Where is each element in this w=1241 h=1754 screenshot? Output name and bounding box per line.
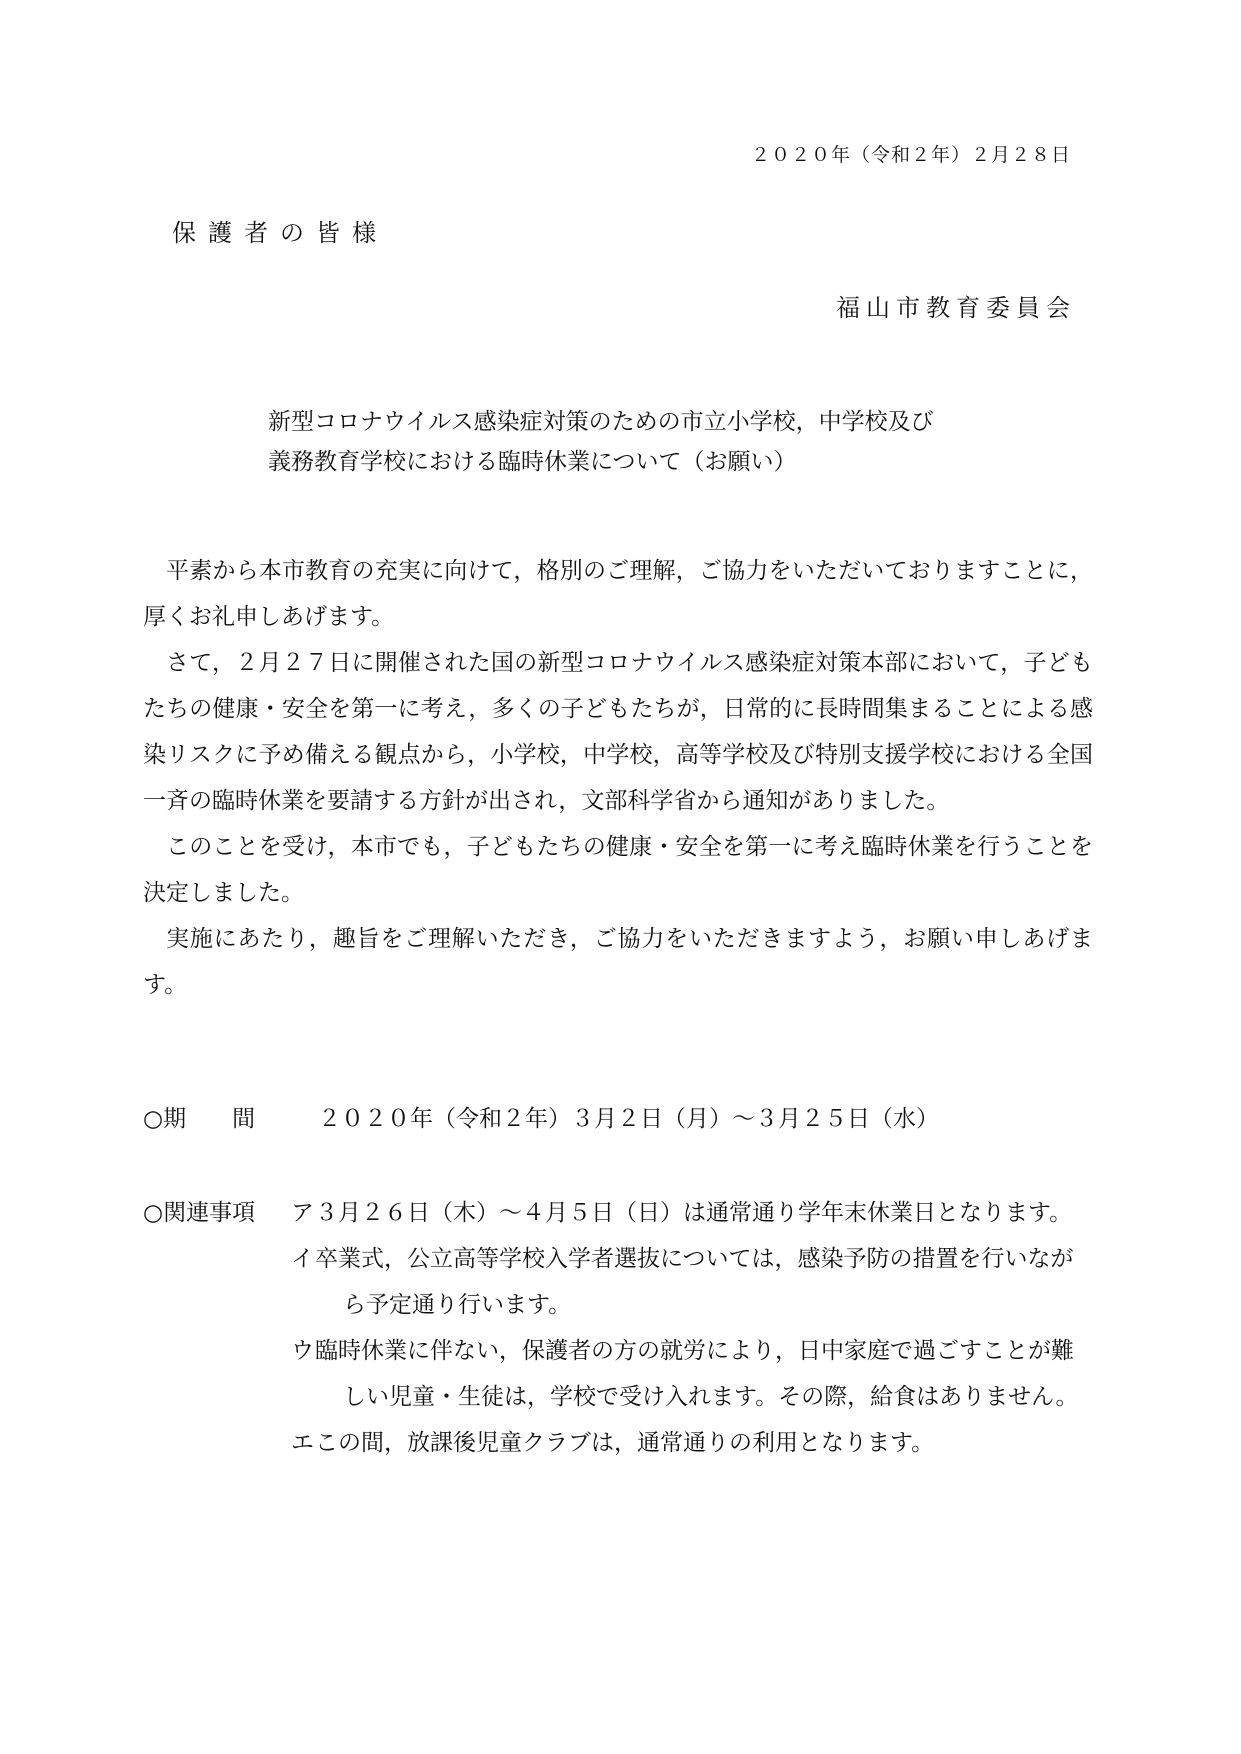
body-text [143, 548, 1093, 1008]
list-item [291, 1190, 1091, 1236]
paragraph-greeting: 平素から本市教育の充実に向けて，格別のご理解，ご協力をいただいておりますことに，厚くお礼申しあげます。 [143, 558, 1093, 630]
list-item [291, 1328, 1091, 1420]
paragraph-request: 実施にあたり，趣旨をご理解いただき，ご協力をいただきますよう，お願い申しあげます。 [143, 926, 1093, 998]
period-section [143, 1100, 939, 1133]
document-date: ２０２０年（令和２年）２月２８日 [750, 144, 1071, 166]
item-mark: ア [291, 1200, 314, 1226]
related-items [291, 1190, 1091, 1466]
addressee: 保護者の皆様 [172, 219, 388, 247]
title-line-2: 義務教育学校における臨時休業について（お願い） [268, 449, 797, 475]
sender: 福山市教育委員会 [836, 294, 1076, 322]
title-line-1: 新型コロナウイルス感染症対策のための市立小学校，中学校及び [268, 409, 934, 435]
list-item [291, 1236, 1091, 1328]
item-mark: エ [291, 1430, 314, 1456]
related-label: ○関連事項 [143, 1200, 256, 1226]
paragraph-background: さて，２月２７日に開催された国の新型コロナウイルス感染症対策本部において，子どもたちの健康・安全を第一に考え，多くの子どもたちが，日常的に長時間集まることによる感染リスクに予め備える観点から，小学校，中学校，高等学校及び特別支援学校における全国一斉の臨時休業を要請する方針が出され，文部科学省から通知がありました。 [143, 650, 1093, 814]
period-label: ○期 間 [143, 1106, 256, 1132]
document-title [268, 402, 934, 482]
item-text: 臨時休業に伴ない，保護者の方の就労により，日中家庭で過ごすことが難しい児童・生徒は，学校で受け入れます。その際，給食はありません。 [315, 1338, 1079, 1410]
period-value: ２０２０年（令和２年）３月２日（月）～３月２５日（水） [318, 1106, 939, 1132]
list-item [291, 1420, 1091, 1466]
item-text: この間，放課後児童クラブは，通常通りの利用となります。 [315, 1430, 935, 1456]
item-text: 卒業式，公立高等学校入学者選抜については，感染予防の措置を行いながら予定通り行います。 [315, 1246, 1074, 1318]
item-mark: イ [291, 1246, 314, 1272]
paragraph-decision: このことを受け，本市でも，子どもたちの健康・安全を第一に考え臨時休業を行うことを決定しました。 [143, 834, 1093, 906]
item-text: ３月２６日（木）～４月５日（日）は通常通り学年末休業日となります。 [315, 1200, 1073, 1226]
item-mark: ウ [291, 1338, 314, 1364]
